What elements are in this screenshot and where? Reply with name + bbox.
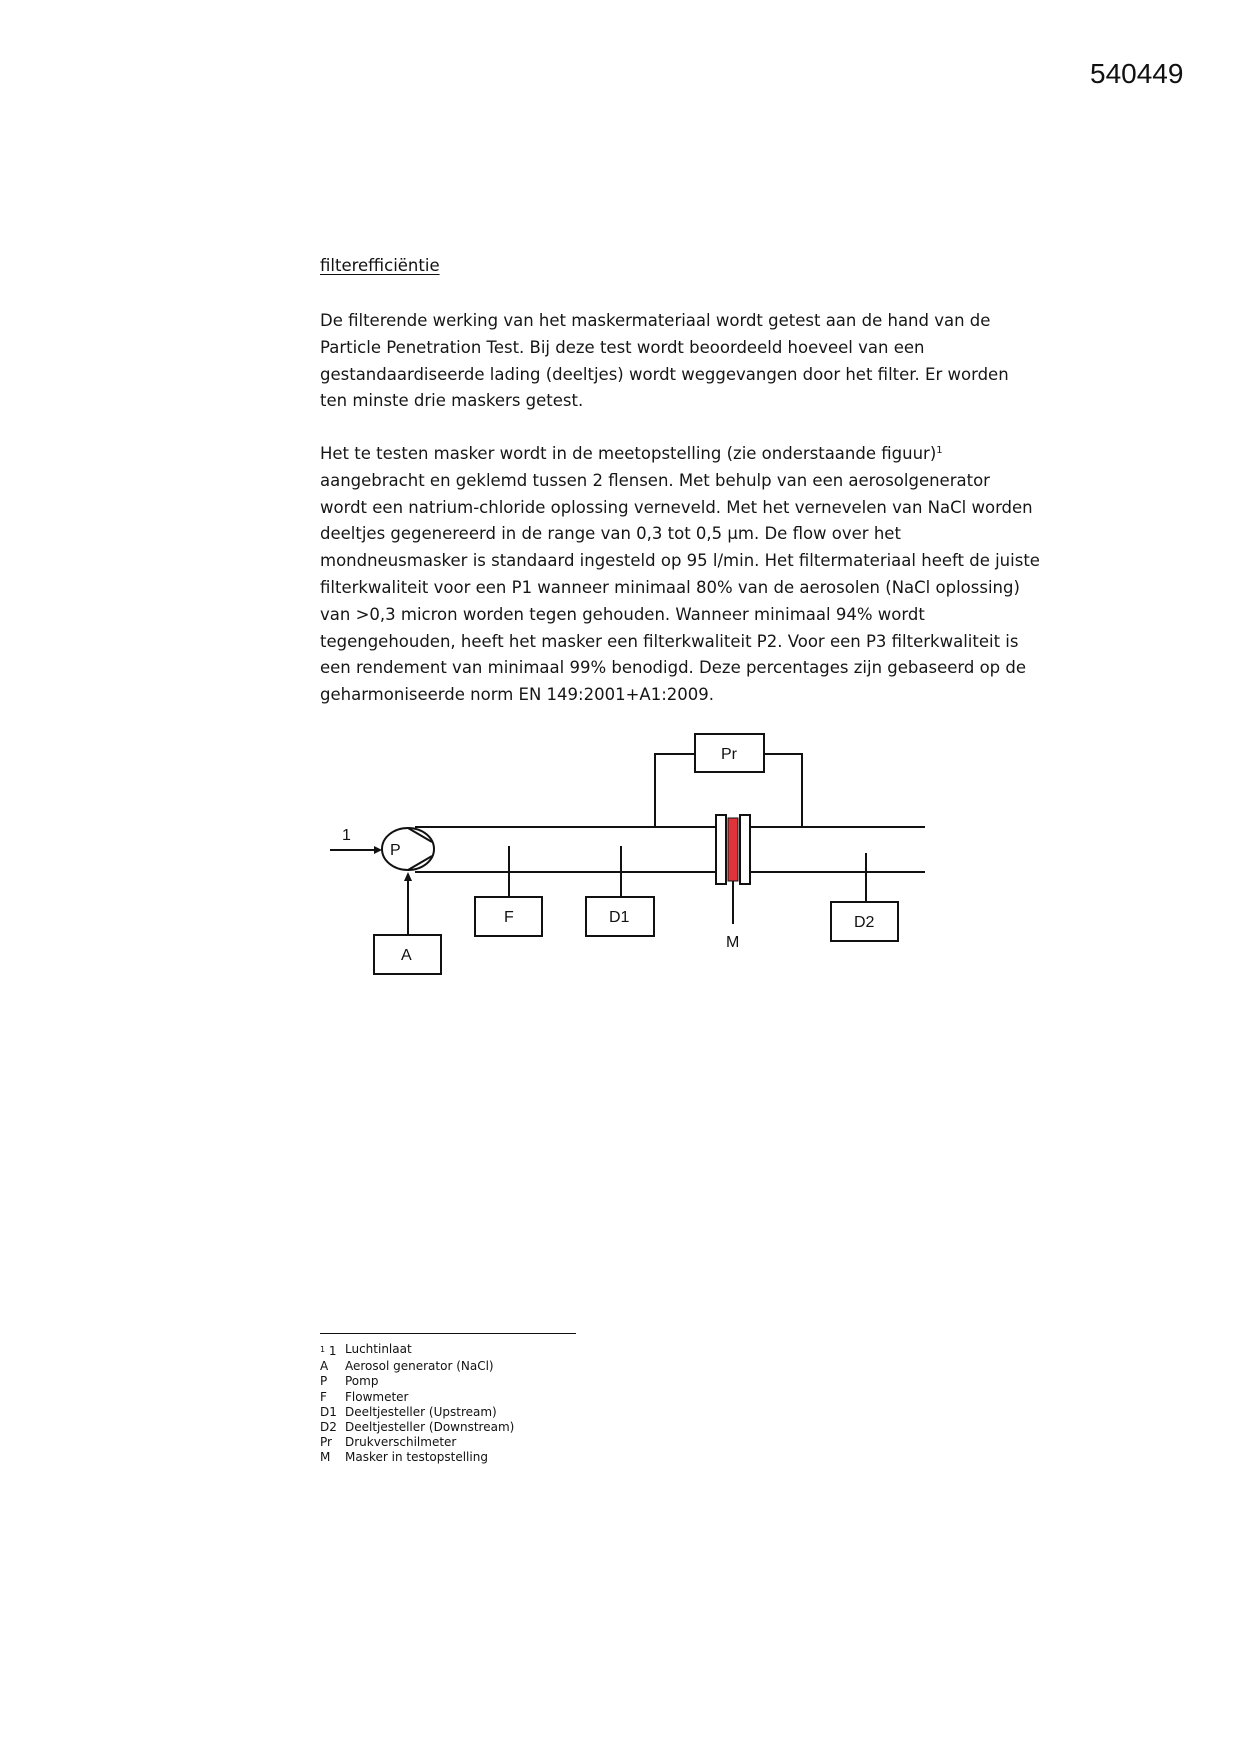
label-aerosol: A	[401, 947, 412, 964]
footnote-item	[320, 1374, 514, 1389]
paragraph-setup	[320, 441, 1040, 709]
footnote-text: Masker in testopstelling	[345, 1450, 488, 1465]
footnote-key: P	[320, 1374, 328, 1389]
label-flowmeter: F	[504, 909, 514, 926]
footnote-item	[320, 1359, 514, 1374]
footnote-list	[320, 1342, 514, 1466]
paragraph-setup-text-b: aangebracht en geklemd tussen 2 flensen. Met behulp van een aerosolgenerator wordt een natrium-chloride oplossing verneveld. Met het vernevelen van NaCl worden deeltjes gegenereerd in de range van 0,3 tot 0,5 µm. De flow over het mondneusmasker is standaard ingesteld op 95 l/min. Het filtermateriaal heeft de juiste filterkwaliteit voor een P1 wanneer minimaal 80% van de aerosolen (NaCl oplossing) van >0,3 micron worden tegen gehouden. Wanneer minimaal 94% wordt tegengehouden, heeft het masker een filterkwaliteit P2. Voor een P3 filterkwaliteit is een rendement van minimaal 99% benodigd. Deze percentages zijn gebaseerd op de geharmoniseerde norm EN 149:2001+A1:2009.	[320, 470, 1040, 705]
pressure-branch-left	[655, 754, 695, 827]
footnote-key: 1	[328, 1344, 337, 1358]
test-setup-diagram	[320, 730, 940, 990]
label-pressure: Pr	[721, 746, 737, 763]
flange-left	[716, 815, 726, 884]
label-pump: P	[390, 842, 401, 859]
page-number: 540449	[1090, 58, 1184, 89]
label-counter-downstream: D2	[854, 914, 875, 931]
label-counter-upstream: D1	[609, 909, 630, 926]
paragraph-intro: De filterende werking van het maskermateriaal wordt getest aan de hand van de Particle Penetration Test. Bij deze test wordt beoordeeld hoeveel van een gestandaardiseerde lading (deeltjes) wordt weggevangen door het filter. Er worden ten minste drie maskers getest.	[320, 311, 1009, 411]
footnote-key: D1	[320, 1404, 337, 1419]
footnote-text: Luchtinlaat	[345, 1342, 412, 1356]
label-mask: M	[726, 934, 740, 951]
footnote-key: M	[320, 1450, 331, 1465]
footnote-key: F	[320, 1389, 327, 1404]
pressure-branch-right	[764, 754, 802, 827]
aerosol-arrow-head	[404, 872, 412, 881]
footnote-text: Deeltjesteller (Upstream)	[345, 1404, 497, 1419]
footnote-item	[320, 1435, 514, 1450]
footnote-item	[320, 1342, 514, 1359]
footnote-item	[320, 1390, 514, 1405]
label-inlet: 1	[342, 827, 351, 844]
footnote-text: Deeltjesteller (Downstream)	[345, 1420, 515, 1435]
paragraph-setup-text-a: Het te testen masker wordt in de meetopstelling (zie onderstaande figuur)	[320, 444, 937, 463]
footnote-text: Pomp	[345, 1374, 379, 1389]
flange-right	[740, 815, 750, 884]
footnote-item	[320, 1405, 514, 1420]
section-heading: filterefficiëntie	[320, 256, 440, 275]
footnote-item	[320, 1420, 514, 1435]
footnote-key: A	[320, 1359, 329, 1374]
footnote-key: D2	[320, 1420, 337, 1435]
footnote-key: Pr	[320, 1435, 332, 1450]
mask-material	[728, 818, 738, 881]
footnote-text: Aerosol generator (NaCl)	[345, 1359, 494, 1374]
footnote-text: Drukverschilmeter	[345, 1435, 457, 1450]
footnote-item	[320, 1450, 514, 1465]
footnote-marker: 1	[320, 1345, 326, 1354]
inlet-arrow-head	[374, 846, 382, 854]
footnote-separator	[320, 1333, 576, 1334]
footnote-reference: 1	[936, 445, 943, 456]
footnote-text: Flowmeter	[345, 1389, 409, 1404]
